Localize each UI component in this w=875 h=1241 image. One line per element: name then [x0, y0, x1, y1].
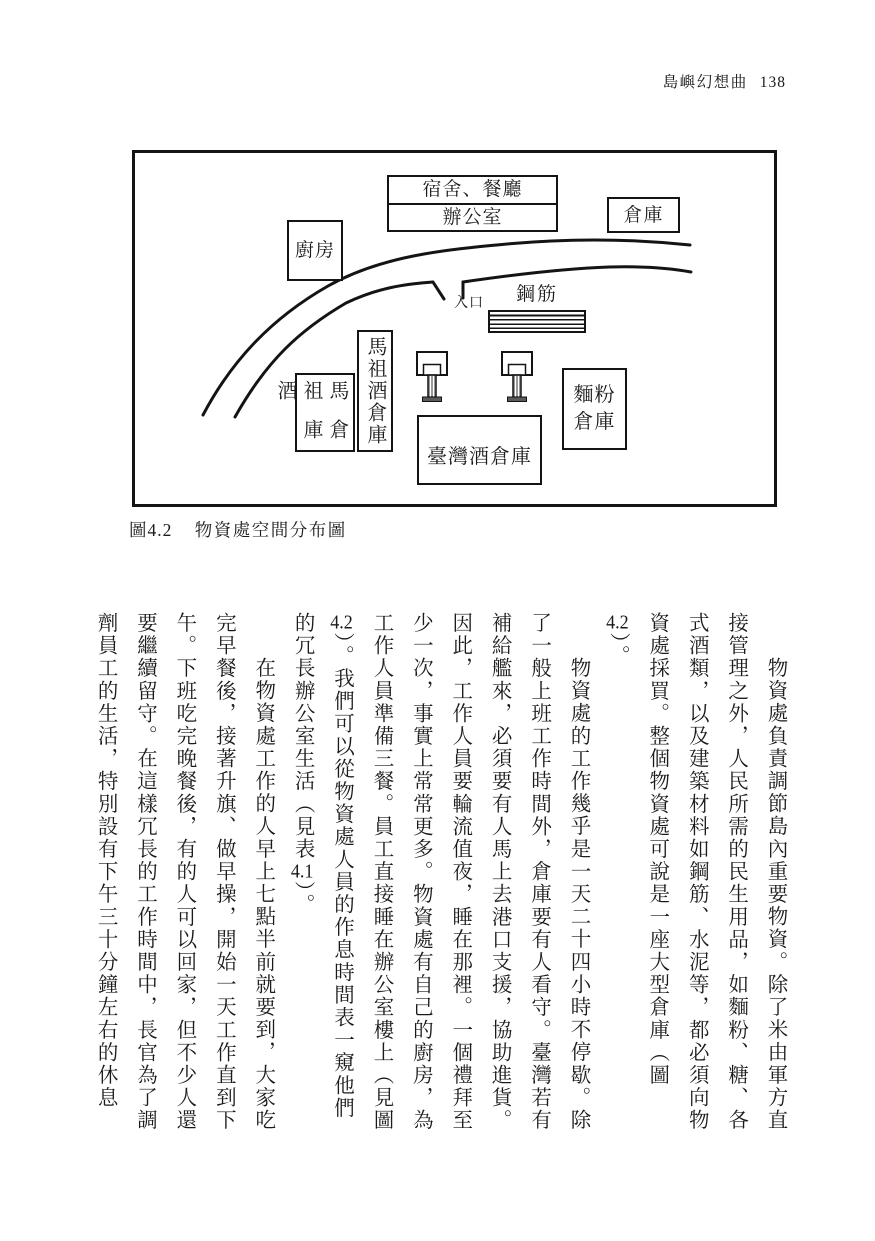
inline-figure-number: 4.2 — [606, 612, 629, 633]
figure-4-2-diagram — [132, 150, 777, 507]
building-kitchen: 廚房 — [287, 220, 343, 281]
page-number: 138 — [759, 74, 786, 91]
flour-line1: 麵粉 — [573, 384, 616, 406]
body-text — [94, 612, 794, 1139]
building-warehouse-ne: 倉庫 — [607, 197, 680, 233]
paragraph: 物資處負責調節島內重要物資。除了米由軍方直接管理之外，人民所需的民生用品，如麵粉、糖、各式酒類，以及建築材料如鋼筋、水泥等，都必須向物資處採買。整個物資處可說是一座大型倉庫（圖4.2）。 — [606, 612, 786, 1132]
book-title: 島嶼幻想曲 — [662, 74, 748, 91]
figure-caption — [129, 517, 347, 542]
inline-figure-number: 4.1 — [290, 860, 314, 882]
inline-figure-number: 4.2 — [330, 612, 353, 633]
building-office-label: 辦公室 — [442, 206, 503, 228]
building-matsu-wine-warehouse — [274, 373, 355, 452]
building-flour-warehouse — [562, 368, 627, 450]
figure-caption-title: 物資處空間分布圖 — [194, 520, 347, 540]
matsu-wine-line1: 馬祖酒 — [274, 380, 348, 401]
figure-caption-label: 圖4.2 — [129, 520, 173, 540]
entrance-label: 入口 — [454, 296, 484, 311]
building-taiwan-wine-warehouse: 臺灣酒倉庫 — [417, 415, 542, 485]
rebar-stack — [488, 310, 586, 333]
running-head — [663, 70, 786, 92]
building-dorm-office — [387, 175, 558, 232]
building-matsu-wine-warehouse-tall: 馬祖酒倉庫 — [357, 330, 393, 452]
paragraph: 物資處的工作幾乎是一天二十四小時不停歇。除了一般上班工作時間外，倉庫要有人看守。臺灣若有補給艦來，必須要有人馬上去港口支援，協助進貨。因此，工作人員要輪流值夜，睡在那裡。一個禮拜至少一次，事實上常常更多。物資處有自己的廚房，為工作人員準備三餐。員工直接睡在辦公室樓上（見圖4.2）。我們可以從物資處人員的作息時間表一窺他們的冗長辦公室生活（見表4.1）。 — [290, 612, 589, 1132]
basketball-hoop-icon — [502, 352, 532, 402]
rebar-label: 鋼筋 — [515, 284, 558, 305]
paragraph: 在物資處工作的人早上七點半前就要到，大家吃完早餐後，接著升旗、做早操，開始一天工作直到下午。下班吃完晚餐後，有的人可以回家，但不少人還要繼續留守。在這樣冗長的工作時間中，長官為了調劑員工的生活，特別設有下午三十分鐘左右的休息 — [94, 612, 274, 1132]
flour-line2: 倉庫 — [573, 411, 616, 433]
basketball-hoop-icon — [417, 352, 447, 402]
building-dorm-dining-label: 宿舍、餐廳 — [389, 177, 556, 205]
matsu-wine-line2: 倉庫 — [300, 419, 348, 440]
